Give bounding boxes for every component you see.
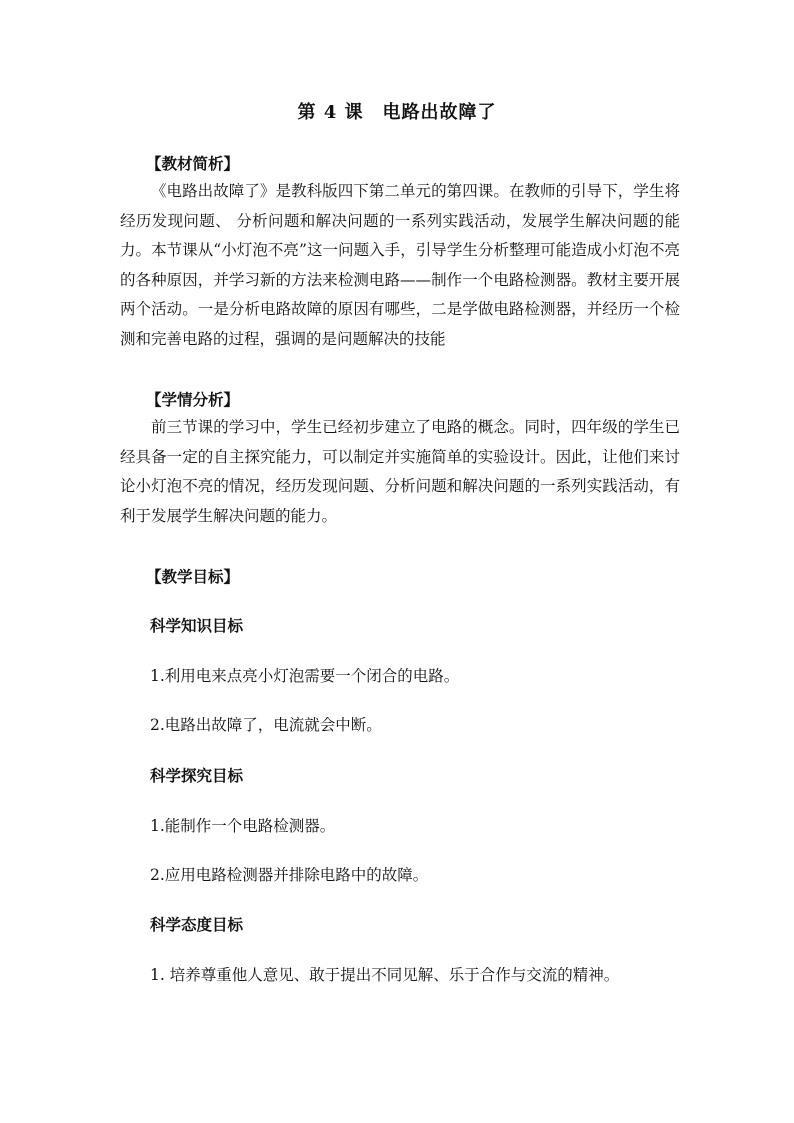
subheading-attitude: 科学态度目标: [150, 915, 244, 934]
list-item: 2.应用电路检测器并排除电路中的故障。: [150, 866, 429, 884]
section-student-analysis: [120, 386, 680, 531]
paragraph-textbook: 《电路出故障了》是教科版四下第二单元的第四课。在教师的引导下，学生将经历发现问题、 分析问题和解决问题的一系列实践活动，发展学生解决问题的能力。本节课从“小灯泡不亮”这一问题入手，引导学生分析整理可能造成小灯泡不亮的各种原因，并学习新的方法来检测电路——制作一个电路检测器。教材主要开展两个活动。一是分析电路故障的原因有哪些，二是学做电路检测器，并经历一个检测和完善电路的过程，强调的是问题解决的技能: [120, 182, 680, 348]
section-textbook-analysis: [120, 150, 680, 354]
section-heading-textbook: 【教材简析】: [146, 154, 240, 173]
section-heading-students: 【学情分析】: [146, 390, 240, 409]
list-item: 1. 培养尊重他人意见、敢于提出不同见解、乐于合作与交流的精神。: [150, 966, 620, 984]
list-item: 1.能制作一个电路检测器。: [150, 817, 336, 835]
subheading-inquiry: 科学探究目标: [150, 766, 244, 785]
list-item: 1.利用电来点亮小灯泡需要一个闭合的电路。: [150, 667, 460, 685]
section-heading-objectives: 【教学目标】: [146, 567, 240, 586]
paragraph-students: 前三节课的学习中，学生已经初步建立了电路的概念。同时，四年级的学生已经具备一定的自主探究能力，可以制定并实施简单的实验设计。因此，让他们来讨论小灯泡不亮的情况，经历发现问题、分析问题和解决问题的一系列实践活动，有利于发展学生解决问题的能力。: [120, 418, 680, 525]
subheading-knowledge: 科学知识目标: [150, 616, 244, 635]
page-title: 第 4 课 电路出故障了: [297, 102, 497, 123]
list-item: 2.电路出故障了，电流就会中断。: [150, 716, 382, 734]
